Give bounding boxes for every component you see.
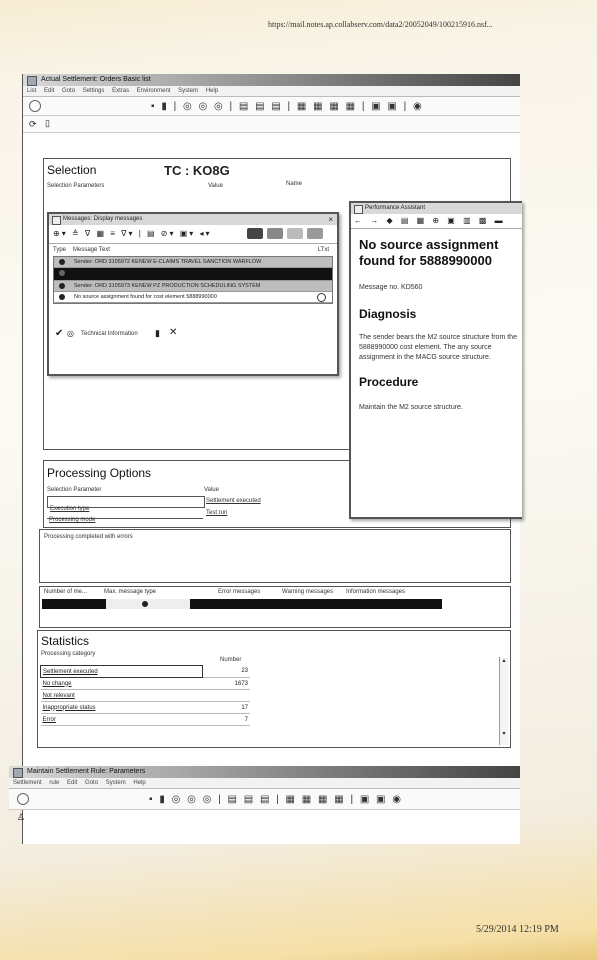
list-item[interactable] <box>54 281 332 292</box>
assistant-icon <box>354 205 363 214</box>
table-row <box>41 678 251 690</box>
scroll-up-icon[interactable]: ▴ <box>502 658 506 664</box>
command-field-icon[interactable] <box>29 100 41 112</box>
table-row <box>41 666 251 678</box>
selection-col-value: Value <box>208 183 223 189</box>
toolbar-icons[interactable]: ▪ ▮ | ◎ ◎ ◎ | ▤ ▤ ▤ | ▦ ▦ ▦ ▦ | ▣ ▣ | ◉ <box>151 101 424 112</box>
application-toolbar <box>23 116 520 133</box>
filter-warning-button[interactable] <box>267 228 283 239</box>
col-message-text: Message Text <box>73 247 110 253</box>
list-item[interactable] <box>54 268 332 281</box>
info-icon[interactable]: ▮ <box>155 328 160 338</box>
messages-dialog-titlebar <box>49 214 337 225</box>
processing-col-value: Value <box>204 487 219 493</box>
assistant-toolbar <box>351 214 522 229</box>
stat-category[interactable]: Settlement executed <box>41 666 203 678</box>
messages-list <box>53 256 333 304</box>
message-text: Sender: ORD 3105972 KENEW E-CLAIMS TRAVEL SANCTION WARFLOW <box>74 259 262 265</box>
printed-page <box>13 74 520 844</box>
param-value-link[interactable]: Test run <box>206 510 228 516</box>
messages-dialog-title: Messages: Display messages <box>63 216 143 222</box>
command-field-icon[interactable] <box>17 793 29 805</box>
table-row <box>41 714 251 726</box>
statistics-section <box>37 630 511 748</box>
menu-help[interactable]: Help <box>133 780 146 786</box>
assistant-content <box>351 229 522 413</box>
summary-row <box>42 599 442 609</box>
close-icon[interactable]: ✕ <box>169 327 178 338</box>
status-text: Processing completed with errors <box>44 534 133 540</box>
menu-goto[interactable]: Goto <box>85 780 99 786</box>
warning-label: Warning messages <box>282 589 334 595</box>
second-window-title: Maintain Settlement Rule: Parameters <box>27 768 146 775</box>
stat-number <box>203 690 250 702</box>
checkmark-icon[interactable]: ✔ <box>55 328 64 339</box>
menu-goto[interactable]: Goto <box>62 88 76 94</box>
assistant-heading: No source assignment found for 5888990000 <box>359 237 499 268</box>
max-type-label: Max. message type <box>104 589 157 595</box>
menu-system[interactable]: System <box>105 780 126 786</box>
messages-footer <box>49 326 337 346</box>
stat-number: 7 <box>203 714 250 726</box>
info-icon[interactable]: ▯ <box>45 118 50 128</box>
second-window-titlebar <box>9 766 520 778</box>
main-menubar <box>23 86 520 97</box>
messages-toolbar-icons[interactable]: ⊕▾ ≙ ∇ ▦ ≡ ∇▾ | ▤ ⊘▾ ▣▾ ◂▾ <box>53 229 212 238</box>
diagnosis-title: Diagnosis <box>359 307 417 321</box>
assistant-title: Performance Assistant <box>365 205 426 211</box>
statistics-table <box>40 665 250 726</box>
table-row <box>41 702 251 714</box>
status-box <box>39 529 511 583</box>
messages-header <box>49 244 337 256</box>
selection-col-param: Selection Parameters <box>47 183 105 189</box>
message-text: Sender: ORD 3105973 KENEW PZ PRODUCTION SCHEDULING SYSTEM <box>74 283 261 289</box>
menu-settings[interactable]: Settings <box>82 88 105 94</box>
stat-col-category: Processing category <box>41 651 96 657</box>
menu-list[interactable]: List <box>27 88 37 94</box>
sap-window-icon <box>27 76 37 86</box>
print-timestamp: 5/29/2014 12:19 PM <box>476 924 559 935</box>
error-label: Error messages <box>218 589 261 595</box>
message-number: Message no. KD560 <box>359 284 423 291</box>
diagnosis-text: The sender bears the M2 source structure from the 5888990000 cost element. The any source assignment in the MACG source structure. <box>359 334 517 361</box>
page-url: https://mail.notes.ap.collabserv.com/data2/20052049/100215916.nsf... <box>268 20 493 29</box>
second-application-toolbar <box>9 810 520 826</box>
processing-title: Processing Options <box>47 466 152 480</box>
selection-title: Selection <box>47 163 97 177</box>
stat-number: 23 <box>203 666 250 678</box>
messages-dialog <box>47 212 339 376</box>
second-standard-toolbar <box>9 789 520 810</box>
max-type-cell <box>106 599 190 609</box>
table-row <box>41 690 251 702</box>
selection-col-name: Name <box>286 181 303 187</box>
messages-toolbar <box>49 225 337 244</box>
menu-edit[interactable]: Edit <box>67 780 78 786</box>
param-row-execution-type <box>47 496 205 512</box>
messages-summary <box>39 586 511 628</box>
scroll-down-icon[interactable]: ▾ <box>502 731 506 737</box>
second-sap-window <box>9 766 520 826</box>
menu-environment[interactable]: Environment <box>136 88 171 94</box>
count-label: Number of me... <box>44 589 88 595</box>
menu-help[interactable]: Help <box>205 88 219 94</box>
transaction-code: TC : KO8G <box>164 163 230 178</box>
assistant-titlebar <box>351 203 522 214</box>
performance-assistant-window <box>349 201 522 519</box>
refresh-icon[interactable]: ⟳ <box>29 119 37 129</box>
stat-category[interactable]: Not relevant <box>41 690 203 702</box>
param-label: Execution type <box>50 506 90 512</box>
stat-category[interactable]: Error <box>41 714 203 726</box>
procedure-text: Maintain the M2 source structure. <box>359 404 463 411</box>
col-ltxt: LTxt <box>317 247 329 253</box>
stat-number: 17 <box>203 702 250 714</box>
stat-category[interactable]: No change <box>41 678 203 690</box>
standard-toolbar <box>23 97 520 116</box>
user-icon[interactable]: ♙ <box>17 812 26 822</box>
param-value-link[interactable]: Settlement executed <box>206 498 261 504</box>
menu-settlement-rule[interactable]: Settlement rule <box>13 780 60 786</box>
dialog-icon <box>52 216 61 225</box>
assistant-toolbar-icons[interactable]: ← → ◆ ▤ ▦ ⊕ ▣ ▥ ▩ ▬ <box>354 216 506 225</box>
param-label: Processing mode <box>49 517 96 523</box>
stat-col-number: Number <box>220 657 242 663</box>
message-text: No source assignment found for cost element 5888990000 <box>74 294 217 300</box>
technical-info-button[interactable]: Technical Information <box>81 331 138 337</box>
stat-number: 1673 <box>203 678 250 690</box>
param-row-processing-mode <box>47 508 203 523</box>
procedure-title: Procedure <box>359 375 419 389</box>
error-icon <box>59 259 65 265</box>
processing-col-param: Selection Parameter <box>47 487 102 493</box>
sap-window-icon <box>13 768 23 778</box>
menu-system[interactable]: System <box>178 88 199 94</box>
menu-extras[interactable]: Extras <box>112 88 130 94</box>
list-item[interactable] <box>54 257 332 268</box>
stat-category[interactable]: Inappropriate status <box>41 702 203 714</box>
filter-error-button[interactable] <box>247 228 263 239</box>
help-icon[interactable]: ◎ <box>67 329 74 338</box>
error-icon <box>59 294 65 300</box>
main-window-titlebar <box>23 74 520 86</box>
filter-info-button[interactable] <box>287 228 303 239</box>
second-menubar <box>9 778 520 789</box>
long-text-icon[interactable] <box>317 293 326 302</box>
list-item[interactable] <box>54 292 332 303</box>
info-label: Information messages <box>346 589 406 595</box>
filter-success-button[interactable] <box>307 228 323 239</box>
error-icon <box>142 601 148 607</box>
col-type: Type <box>53 247 67 253</box>
close-icon[interactable]: × <box>328 215 333 224</box>
toolbar-icons[interactable]: ▪ ▮ ◎ ◎ ◎ | ▤ ▤ ▤ | ▦ ▦ ▦ ▦ | ▣ ▣ ◉ <box>149 794 404 805</box>
statistics-scrollbar[interactable] <box>499 657 508 745</box>
menu-edit[interactable]: Edit <box>44 88 55 94</box>
statistics-title: Statistics <box>41 634 90 648</box>
error-icon <box>59 283 65 289</box>
main-window-title: Actual Settlement: Orders Basic list <box>41 76 151 83</box>
error-icon <box>59 270 65 276</box>
